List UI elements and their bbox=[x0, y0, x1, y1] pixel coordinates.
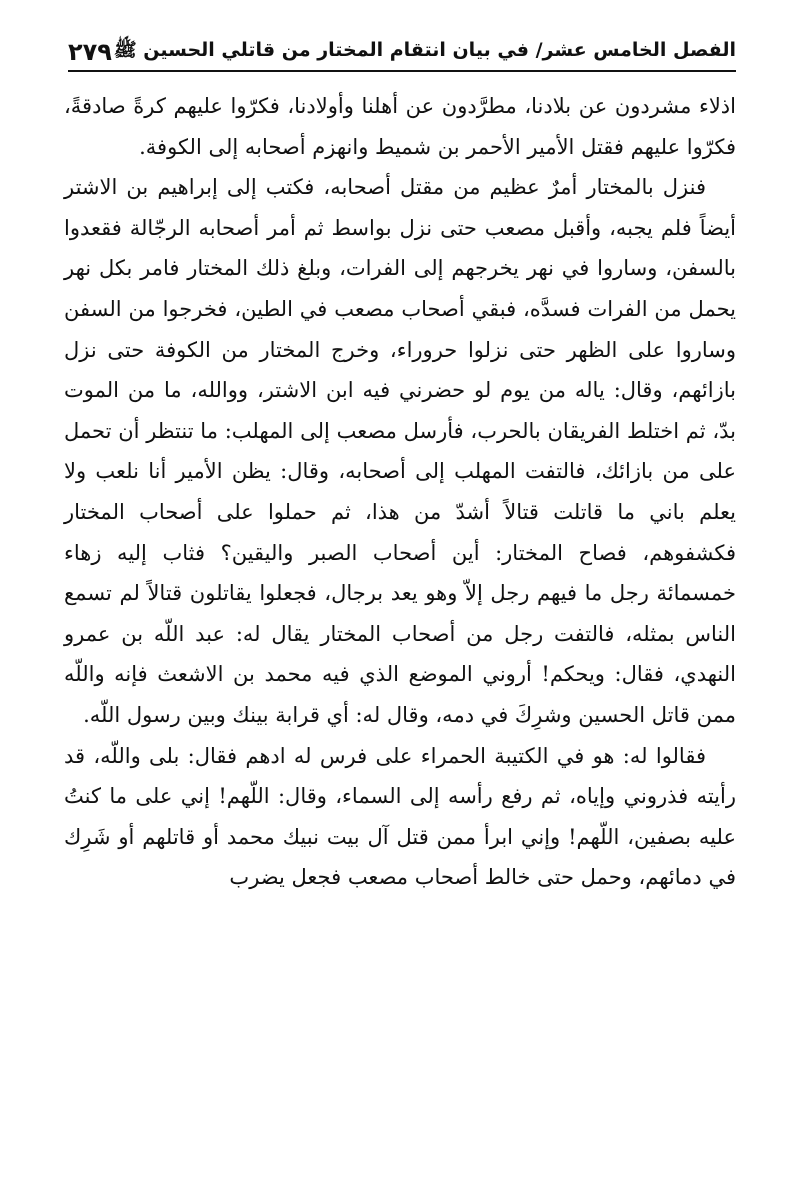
page-number: ٢٧٩ bbox=[68, 38, 112, 66]
paragraph: فقالوا له: هو في الكتيبة الحمراء على فرس له ادهم فقال: بلى واللّه، قد رأيته فذروني وإياه، ثم رفع رأسه إلى السماء، وقال: اللّهم! إني على ما كنتُ عليه بصفين، اللّهم! وإني ابرأ ممن قتل آل بيت نبيك محمد أو قاتلهم أو شَرِك في دمائهم، وحمل حتى خالط أصحاب مصعب فجعل يضرب bbox=[64, 743, 736, 890]
chapter-running-title: الفصل الخامس عشر/ في بيان انتقام المختار من قاتلي الحسين ﷺ bbox=[113, 39, 736, 61]
body-text bbox=[64, 86, 736, 898]
running-header bbox=[68, 26, 736, 66]
paragraph: اذلاء مشردون عن بلادنا، مطرَّدون عن أهلنا وأولادنا، فكرّوا عليهم كرةً صادقةً، فكرّوا عليهم فقتل الأمير الأحمر بن شميط وانهزم أصحابه إلى الكوفة. bbox=[64, 94, 736, 159]
header-divider bbox=[68, 70, 736, 72]
paragraph: فنزل بالمختار أمرٌ عظيم من مقتل أصحابه، فكتب إلى إبراهيم بن الاشتر أيضاً فلم يجبه، وأقبل مصعب حتى نزل بواسط ثم أمر أصحابه الرجّالة فقعدوا بالسفن، وساروا في نهر يخرجهم إلى الفرات، وبلغ ذلك المختار فامر بكل نهر يحمل من الفرات فسدَّه، فبقي أصحاب مصعب في الطين، فخرجوا من السفن وساروا على الظهر حتى نزلوا حروراء، وخرج المختار من الكوفة حتى نزل بازائهم، وقال: ياله من يوم لو حضرني فيه ابن الاشتر، ووالله، ما من الموت بدّ، ثم اختلط الفريقان بالحرب، فأرسل مصعب إلى المهلب: ما تنتظر أن تحمل على من بازائك، فالتفت المهلب إلى أصحابه، وقال: يظن الأمير أنا نلعب ولا يعلم باني ما قاتلت قتالاً أشدّ من هذا، ثم حملوا على أصحاب المختار فكشفوهم، فصاح المختار: أين أصحاب الصبر واليقين؟ فثاب إليه زهاء خمسمائة رجل ما فيهم رجل إلاّ وهو يعد برجال، فجعلوا يقاتلون قتالاً لم تسمع الناس بمثله، فالتفت رجل من أصحاب المختار يقال له: عبد اللّه بن عمرو النهدي، فقال: ويحكم! أروني الموضع الذي فيه محمد بن الاشعث فإنه واللّه ممن قاتل الحسين وشرِكَ في دمه، وقال له: أي قرابة بينك وبين رسول اللّه. bbox=[64, 175, 736, 727]
